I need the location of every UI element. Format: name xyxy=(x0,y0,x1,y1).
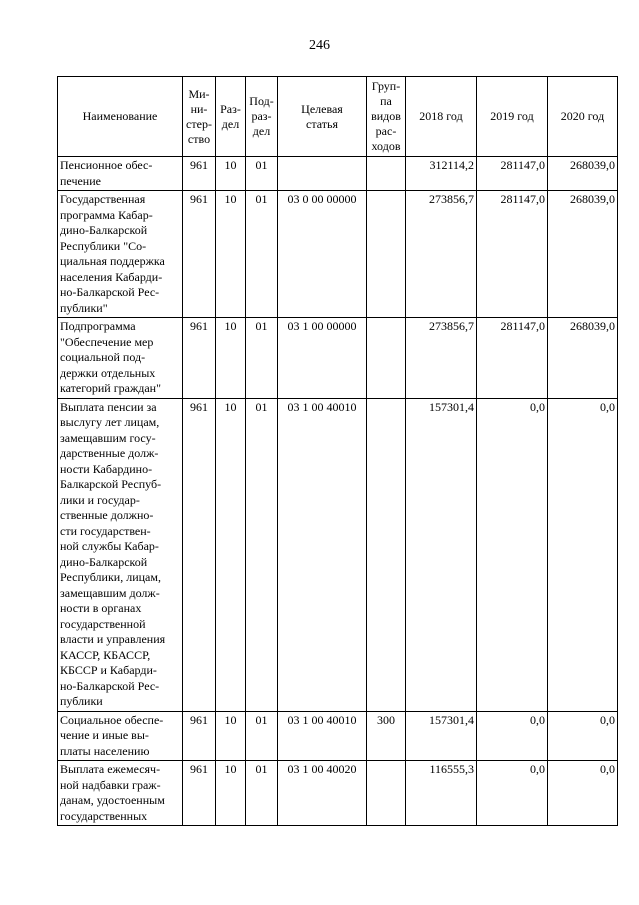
cell-ministry: 961 xyxy=(183,398,216,711)
cell-expense-group xyxy=(367,318,406,399)
cell-expense-group xyxy=(367,191,406,318)
cell-expense-group xyxy=(367,398,406,711)
budget-table xyxy=(57,76,618,826)
cell-section: 10 xyxy=(216,318,246,399)
cell-ministry: 961 xyxy=(183,711,216,761)
cell-2020: 268039,0 xyxy=(548,318,618,399)
cell-section: 10 xyxy=(216,761,246,826)
cell-section: 10 xyxy=(216,191,246,318)
cell-subsection: 01 xyxy=(246,191,278,318)
cell-subsection: 01 xyxy=(246,711,278,761)
cell-name: Подпрограмма "Обеспечение мер социальной под- держки отдельных категорий граждан" xyxy=(58,318,183,399)
cell-2019: 0,0 xyxy=(477,711,548,761)
cell-target: 03 1 00 40010 xyxy=(278,398,367,711)
cell-2019: 281147,0 xyxy=(477,191,548,318)
page-number: 246 xyxy=(309,38,330,53)
cell-2018: 157301,4 xyxy=(406,711,477,761)
cell-target: 03 1 00 40010 xyxy=(278,711,367,761)
cell-2019: 0,0 xyxy=(477,398,548,711)
cell-2020: 0,0 xyxy=(548,398,618,711)
cell-target: 03 0 00 00000 xyxy=(278,191,367,318)
cell-ministry: 961 xyxy=(183,761,216,826)
header-2019: 2019 год xyxy=(477,77,548,157)
table-header-row xyxy=(58,77,618,157)
header-section: Раз- дел xyxy=(216,77,246,157)
cell-name: Пенсионное обес- печение xyxy=(58,157,183,191)
header-2018: 2018 год xyxy=(406,77,477,157)
cell-2020: 0,0 xyxy=(548,761,618,826)
cell-2018: 116555,3 xyxy=(406,761,477,826)
table-row xyxy=(58,157,618,191)
cell-subsection: 01 xyxy=(246,761,278,826)
cell-expense-group: 300 xyxy=(367,711,406,761)
header-target: Целевая статья xyxy=(278,77,367,157)
table-row xyxy=(58,398,618,711)
cell-subsection: 01 xyxy=(246,157,278,191)
header-subsection: Под- раз- дел xyxy=(246,77,278,157)
cell-subsection: 01 xyxy=(246,398,278,711)
header-ministry: Ми- ни- стер- ство xyxy=(183,77,216,157)
header-expense-group: Груп- па видов рас- ходов xyxy=(367,77,406,157)
cell-2018: 273856,7 xyxy=(406,191,477,318)
cell-2019: 0,0 xyxy=(477,761,548,826)
cell-2020: 0,0 xyxy=(548,711,618,761)
header-name: Наименование xyxy=(58,77,183,157)
cell-target xyxy=(278,157,367,191)
cell-expense-group xyxy=(367,761,406,826)
cell-ministry: 961 xyxy=(183,191,216,318)
cell-section: 10 xyxy=(216,398,246,711)
cell-2020: 268039,0 xyxy=(548,157,618,191)
cell-2018: 273856,7 xyxy=(406,318,477,399)
table-row xyxy=(58,761,618,826)
cell-ministry: 961 xyxy=(183,318,216,399)
cell-target: 03 1 00 40020 xyxy=(278,761,367,826)
cell-name: Социальное обеспе- чение и иные вы- платы населению xyxy=(58,711,183,761)
cell-2018: 312114,2 xyxy=(406,157,477,191)
table-row xyxy=(58,318,618,399)
cell-subsection: 01 xyxy=(246,318,278,399)
cell-2019: 281147,0 xyxy=(477,318,548,399)
cell-name: Государственная программа Кабар- дино-Балкарской Республики "Со- циальная поддержка населения Кабарди- но-Балкарской Рес- публики" xyxy=(58,191,183,318)
cell-2019: 281147,0 xyxy=(477,157,548,191)
table-row xyxy=(58,711,618,761)
cell-section: 10 xyxy=(216,157,246,191)
table-row xyxy=(58,191,618,318)
header-2020: 2020 год xyxy=(548,77,618,157)
cell-name: Выплата пенсии за выслугу лет лицам, замещавшим госу- дарственные долж- ности Кабардино- Балкарской Респуб- лики и государ- ственные должно- сти государствен- ной службы Кабар- дино-Балкарской Республики, лицам, замещавшим долж- ности в органах государственной власти и управления КАССР, КБАССР, КБССР и Кабарди- но-Балкарской Рес- публики xyxy=(58,398,183,711)
cell-expense-group xyxy=(367,157,406,191)
cell-section: 10 xyxy=(216,711,246,761)
cell-name: Выплата ежемесяч- ной надбавки граж- данам, удостоенным государственных xyxy=(58,761,183,826)
cell-2018: 157301,4 xyxy=(406,398,477,711)
cell-target: 03 1 00 00000 xyxy=(278,318,367,399)
cell-ministry: 961 xyxy=(183,157,216,191)
cell-2020: 268039,0 xyxy=(548,191,618,318)
